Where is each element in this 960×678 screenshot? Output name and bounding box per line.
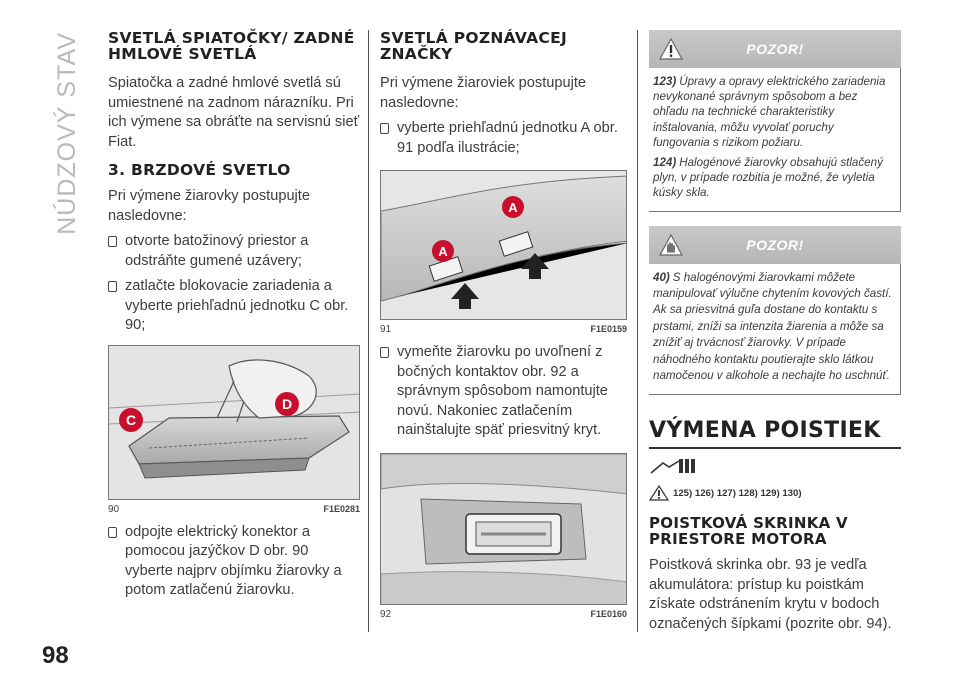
heading-fuse-replacement: VÝMENA POISTIEK xyxy=(649,418,881,444)
checkbox-bullet-icon xyxy=(108,527,117,538)
svg-text:C: C xyxy=(125,411,137,428)
figure-number: 90 xyxy=(108,503,120,515)
warning-note xyxy=(653,155,892,201)
list-item xyxy=(108,523,360,601)
warning-references xyxy=(649,485,901,501)
figure-code: F1E0159 xyxy=(590,324,627,334)
list-item xyxy=(380,343,627,441)
page-number: 98 xyxy=(42,642,69,669)
fuse-puller-icon xyxy=(649,457,697,477)
plate-bulb-illustration xyxy=(381,454,627,605)
list-item-text: otvorte batožinový priestor a odstráňte gumené uzávery; xyxy=(125,233,309,269)
warning-body xyxy=(649,264,901,396)
column-3 xyxy=(649,30,901,634)
figure-code: F1E0160 xyxy=(590,608,627,619)
column-1 xyxy=(108,30,360,601)
figure-code: F1E0281 xyxy=(323,503,360,514)
note-text: S halogénovými žiarovkami môžete manipulovať výlučne chytením kovových častí. Ak sa priesvitná guľa dostane do kontaktu s prstami, zníži sa intenzita žiarenia a môže sa znížiť aj trvácnosť žiarovky. V prípade náhodného kontaktu poutierajte sklo látkou namočenou v alkohole a nechajte ho uschnúť. xyxy=(653,270,892,383)
section-side-tab xyxy=(52,30,82,235)
warning-note xyxy=(653,74,892,150)
svg-text:A: A xyxy=(508,200,518,215)
list-item-text: vyberte priehľadnú jednotku A obr. 91 podľa ilustrácie; xyxy=(397,120,618,156)
warning-hand-icon xyxy=(659,234,683,256)
callout-a xyxy=(432,240,454,262)
callout-a xyxy=(502,196,524,218)
heading-reverse-fog-lights: SVETLÁ SPIATOČKY/ ZADNÉ HMLOVÉ SVETLÁ xyxy=(108,29,355,63)
paragraph-brake-intro: Pri výmene žiarovky postupujte nasledovne: xyxy=(108,188,310,224)
checkbox-bullet-icon xyxy=(108,236,117,247)
heading-underline xyxy=(649,447,901,449)
paragraph-fuse-box: Poistková skrinka obr. 93 je vedľa akumulátora: prístup ku poistkám získate odstránením krytu v bodoch označených šípkami (pozrite obr. 94). xyxy=(649,557,892,632)
figure-number: 91 xyxy=(380,324,392,335)
side-tab-label: NÚDZOVÝ STAV xyxy=(52,32,81,235)
list-item-text: zatlačte blokovacie zariadenia a vyberte priehľadnú jednotku C obr. 90; xyxy=(125,278,349,333)
figure-91 xyxy=(380,170,627,320)
note-number: 124) xyxy=(653,156,677,170)
callout-c xyxy=(119,408,143,432)
figure-90 xyxy=(108,345,360,500)
warning-title: POZOR! xyxy=(746,41,804,57)
warning-triangle-icon xyxy=(659,38,683,60)
tool-icon-row xyxy=(649,457,901,477)
svg-text:A: A xyxy=(438,244,448,259)
note-number: 40) xyxy=(653,270,670,284)
column-divider xyxy=(368,30,369,632)
paragraph-reverse-lights: Spiatočka a zadné hmlové svetlá sú umiestnené na zadnom nárazníku. Pri ich výmene sa obráťte na servisnú sieť Fiat. xyxy=(108,75,360,150)
callout-d xyxy=(275,392,299,416)
warning-title: POZOR! xyxy=(746,236,804,253)
paragraph-plate-intro: Pri výmene žiaroviek postupujte nasledovne: xyxy=(380,75,587,111)
figure-90-caption xyxy=(108,504,360,515)
reference-numbers: 125) 126) 127) 128) 129) 130) xyxy=(673,487,802,499)
license-plate-unit-illustration xyxy=(381,171,627,320)
note-text: Halogénové žiarovky obsahujú stlačený plyn, v prípade rozbitia je možné, že vyletia kúsky skla. xyxy=(653,156,883,200)
heading-brake-light: 3. BRZDOVÉ SVETLO xyxy=(108,161,291,179)
figure-91-caption xyxy=(380,324,627,335)
list-item xyxy=(108,232,360,271)
figure-92 xyxy=(380,453,627,605)
list-item-text: odpojte elektrický konektor a pomocou jazýčkov D obr. 90 vyberte najprv objímku žiarovky a potom zatlačenú žiarovku. xyxy=(125,523,342,598)
heading-engine-fuse-box: POISTKOVÁ SKRINKA V PRIESTORE MOTORA xyxy=(649,514,848,549)
column-2 xyxy=(380,30,627,620)
checkbox-bullet-icon xyxy=(108,281,117,292)
list-item xyxy=(380,119,627,158)
warning-triangle-icon xyxy=(649,485,669,501)
warning-box-2 xyxy=(649,226,901,396)
note-number: 123) xyxy=(653,75,677,88)
note-text: Úpravy a opravy elektrického zariadenia nevykonané správnym spôsobom a bez ohľadu na technické charakteristiky inštalovania, môžu vyvolať poruchy fungovania s rizikom požiaru. xyxy=(653,75,886,149)
warning-header xyxy=(649,226,901,264)
warning-note xyxy=(653,270,892,385)
column-divider xyxy=(637,30,638,632)
heading-license-plate-lights: SVETLÁ POZNÁVACEJ ZNAČKY xyxy=(380,29,568,63)
svg-text:D: D xyxy=(281,395,293,412)
figure-number: 92 xyxy=(380,608,392,620)
checkbox-bullet-icon xyxy=(380,347,389,358)
warning-body xyxy=(649,68,901,212)
figure-92-caption xyxy=(380,609,627,620)
list-item-text: vymeňte žiarovku po uvoľnení z bočných kontaktov obr. 92 a správnym spôsobom namontujte novú. Nakoniec zatlačením nainštalujte späť priesvitný kryt. xyxy=(397,344,608,438)
checkbox-bullet-icon xyxy=(380,123,389,134)
brake-light-illustration xyxy=(109,346,360,500)
list-item xyxy=(108,277,360,336)
warning-box-1 xyxy=(649,30,901,212)
warning-header xyxy=(649,30,901,68)
